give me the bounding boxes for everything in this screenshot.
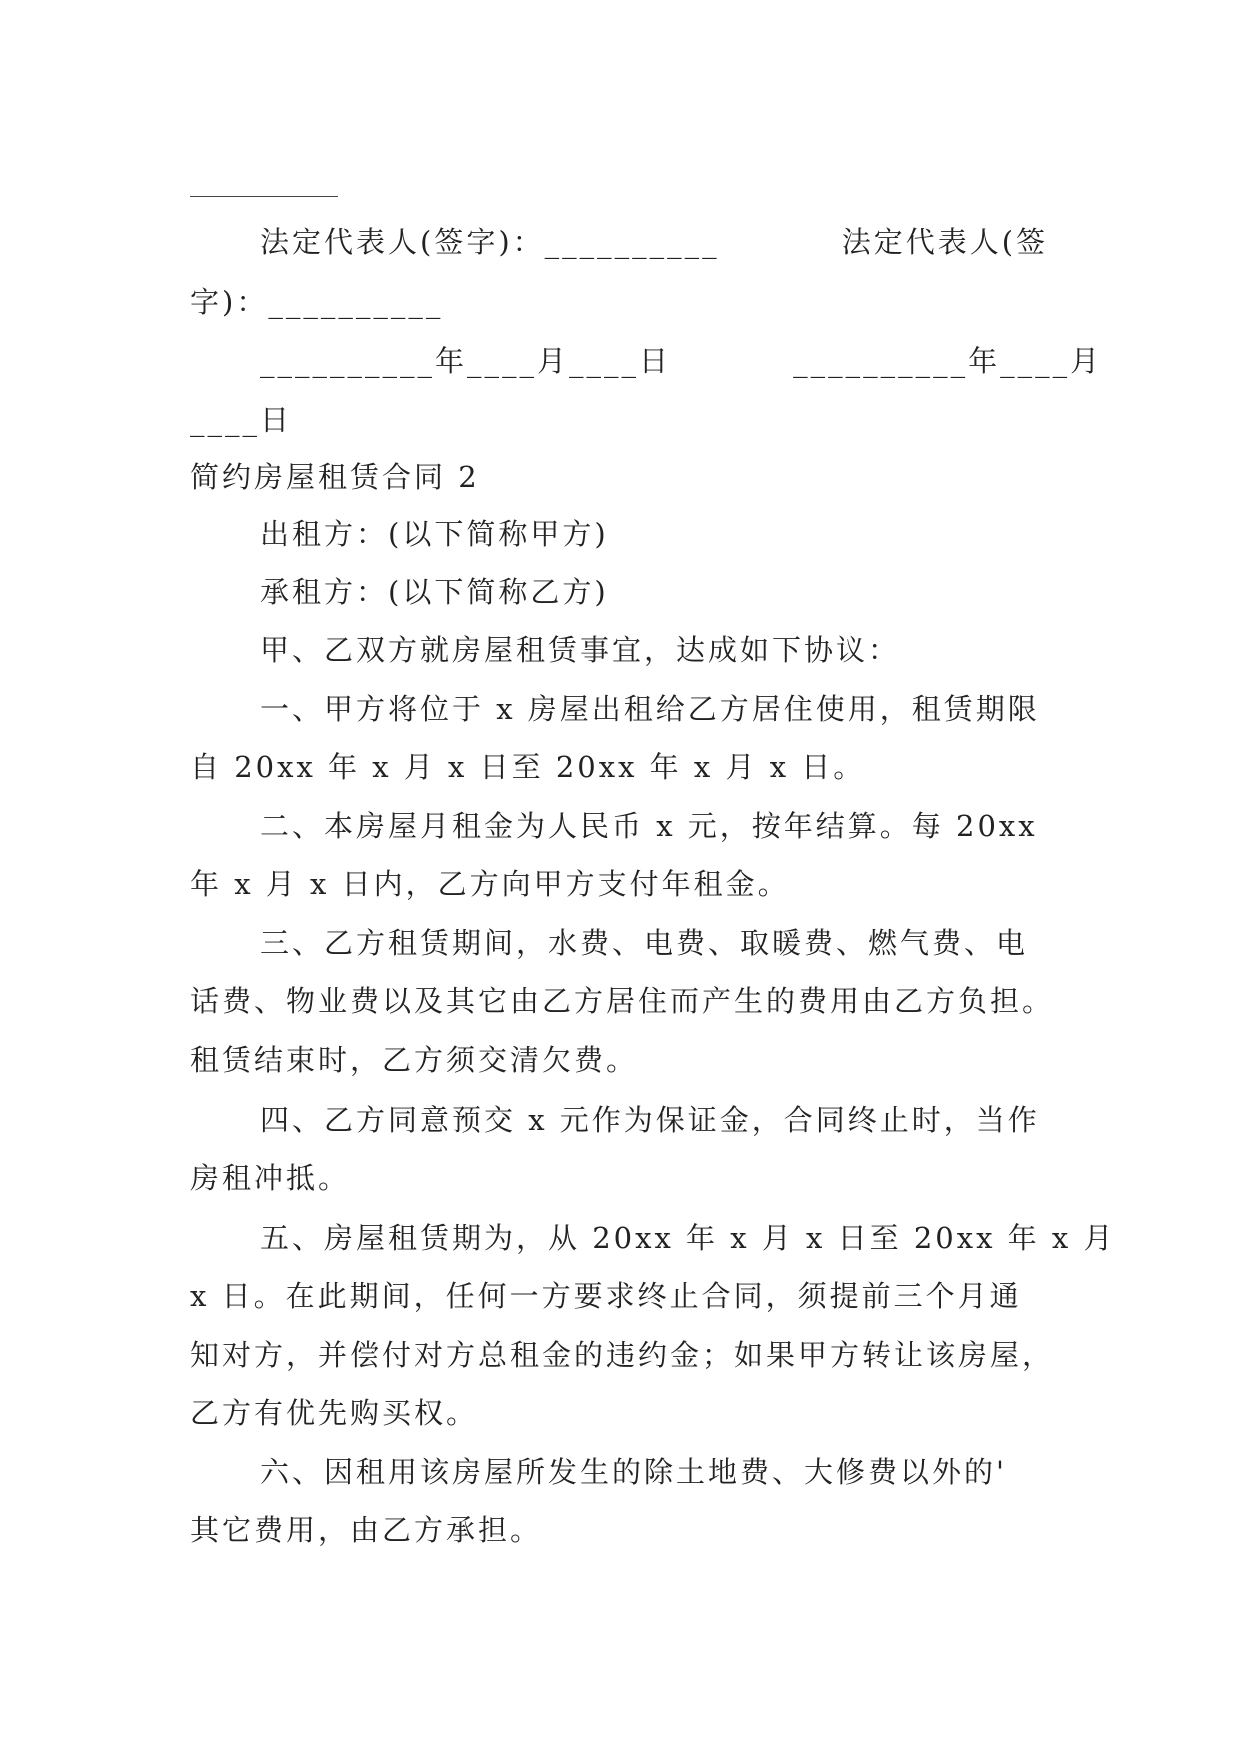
lessee-line: 承租方：(以下简称乙方)	[260, 575, 609, 609]
signature-line-1: 法定代表人(签字)：__________ 法定代表人(签	[260, 225, 1049, 259]
clause-5-line-3: 知对方，并偿付对方总租金的违约金；如果甲方转让该房屋，	[190, 1338, 1055, 1372]
lessor-line: 出租方：(以下简称甲方)	[260, 517, 609, 551]
clause-2-line-1: 二、本房屋月租金为人民币 x 元，按年结算。每 20xx	[260, 809, 1038, 843]
clause-4-line-1: 四、乙方同意预交 x 元作为保证金，合同终止时，当作	[260, 1103, 1040, 1137]
clause-5-line-4: 乙方有优先购买权。	[190, 1396, 479, 1430]
date-line: __________年____月____日 __________年____月	[260, 344, 1103, 378]
clause-4-line-2: 房租冲抵。	[190, 1161, 351, 1195]
clause-3-line-3: 租赁结束时，乙方须交清欠费。	[190, 1043, 639, 1077]
signature-line-1-cont: 字)：__________	[190, 285, 444, 319]
signature-blank-line	[190, 196, 338, 197]
contract-title: 简约房屋租赁合同 2	[190, 460, 480, 494]
agreement-intro: 甲、乙双方就房屋租赁事宜，达成如下协议：	[260, 633, 901, 667]
date-line-cont: ____日	[190, 403, 293, 437]
clause-6-line-2: 其它费用，由乙方承担。	[190, 1513, 543, 1547]
clause-1-line-1: 一、甲方将位于 x 房屋出租给乙方居住使用，租赁期限	[260, 692, 1040, 726]
clause-6-line-1: 六、因租用该房屋所发生的除土地费、大修费以外的'	[260, 1455, 1007, 1489]
clause-5-line-2: x 日。在此期间，任何一方要求终止合同，须提前三个月通	[190, 1279, 1022, 1313]
clause-2-line-2: 年 x 月 x 日内，乙方向甲方支付年租金。	[190, 867, 790, 901]
clause-5-line-1: 五、房屋租赁期为，从 20xx 年 x 月 x 日至 20xx 年 x 月	[260, 1221, 1116, 1255]
clause-1-line-2: 自 20xx 年 x 月 x 日至 20xx 年 x 月 x 日。	[190, 750, 866, 784]
clause-3-line-2: 话费、物业费以及其它由乙方居住而产生的费用由乙方负担。	[190, 984, 1055, 1018]
clause-3-line-1: 三、乙方租赁期间，水费、电费、取暖费、燃气费、电	[260, 926, 1029, 960]
